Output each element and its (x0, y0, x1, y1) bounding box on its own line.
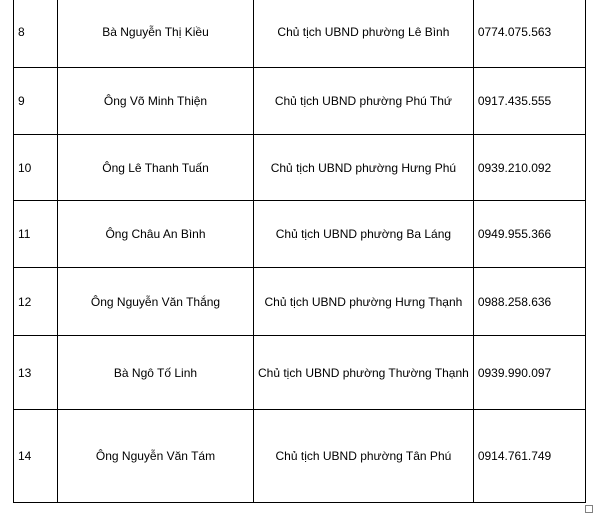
phone-number: 0949.955.366 (473, 201, 585, 268)
phone-number: 0914.761.749 (473, 410, 585, 503)
row-number: 12 (14, 268, 58, 336)
person-name: Bà Nguyễn Thị Kiều (58, 0, 254, 68)
table-end-marker (585, 505, 593, 513)
table-row (14, 268, 586, 336)
contacts-table (13, 0, 586, 503)
person-title: Chủ tịch UBND phường Tân Phú (254, 410, 474, 503)
person-title: Chủ tịch UBND phường Hưng Phú (254, 135, 474, 201)
table-row (14, 410, 586, 503)
person-title: Chủ tịch UBND phường Hưng Thạnh (254, 268, 474, 336)
person-title: Chủ tịch UBND phường Lê Bình (254, 0, 474, 68)
table-row (14, 0, 586, 68)
row-number: 14 (14, 410, 58, 503)
phone-number: 0917.435.555 (473, 68, 585, 135)
person-name: Ông Nguyễn Văn Tám (58, 410, 254, 503)
phone-number: 0939.990.097 (473, 336, 585, 410)
row-number: 10 (14, 135, 58, 201)
phone-number: 0988.258.636 (473, 268, 585, 336)
person-title: Chủ tịch UBND phường Ba Láng (254, 201, 474, 268)
phone-number: 0774.075.563 (473, 0, 585, 68)
table-row (14, 68, 586, 135)
table-row (14, 201, 586, 268)
contacts-table-body (14, 0, 586, 503)
person-name: Bà Ngô Tố Linh (58, 336, 254, 410)
row-number: 11 (14, 201, 58, 268)
person-name: Ông Lê Thanh Tuấn (58, 135, 254, 201)
person-name: Ông Châu An Bình (58, 201, 254, 268)
person-title: Chủ tịch UBND phường Thường Thạnh (254, 336, 474, 410)
row-number: 8 (14, 0, 58, 68)
row-number: 9 (14, 68, 58, 135)
phone-number: 0939.210.092 (473, 135, 585, 201)
table-row (14, 336, 586, 410)
row-number: 13 (14, 336, 58, 410)
person-name: Ông Võ Minh Thiện (58, 68, 254, 135)
person-name: Ông Nguyễn Văn Thắng (58, 268, 254, 336)
person-title: Chủ tịch UBND phường Phú Thứ (254, 68, 474, 135)
table-row (14, 135, 586, 201)
